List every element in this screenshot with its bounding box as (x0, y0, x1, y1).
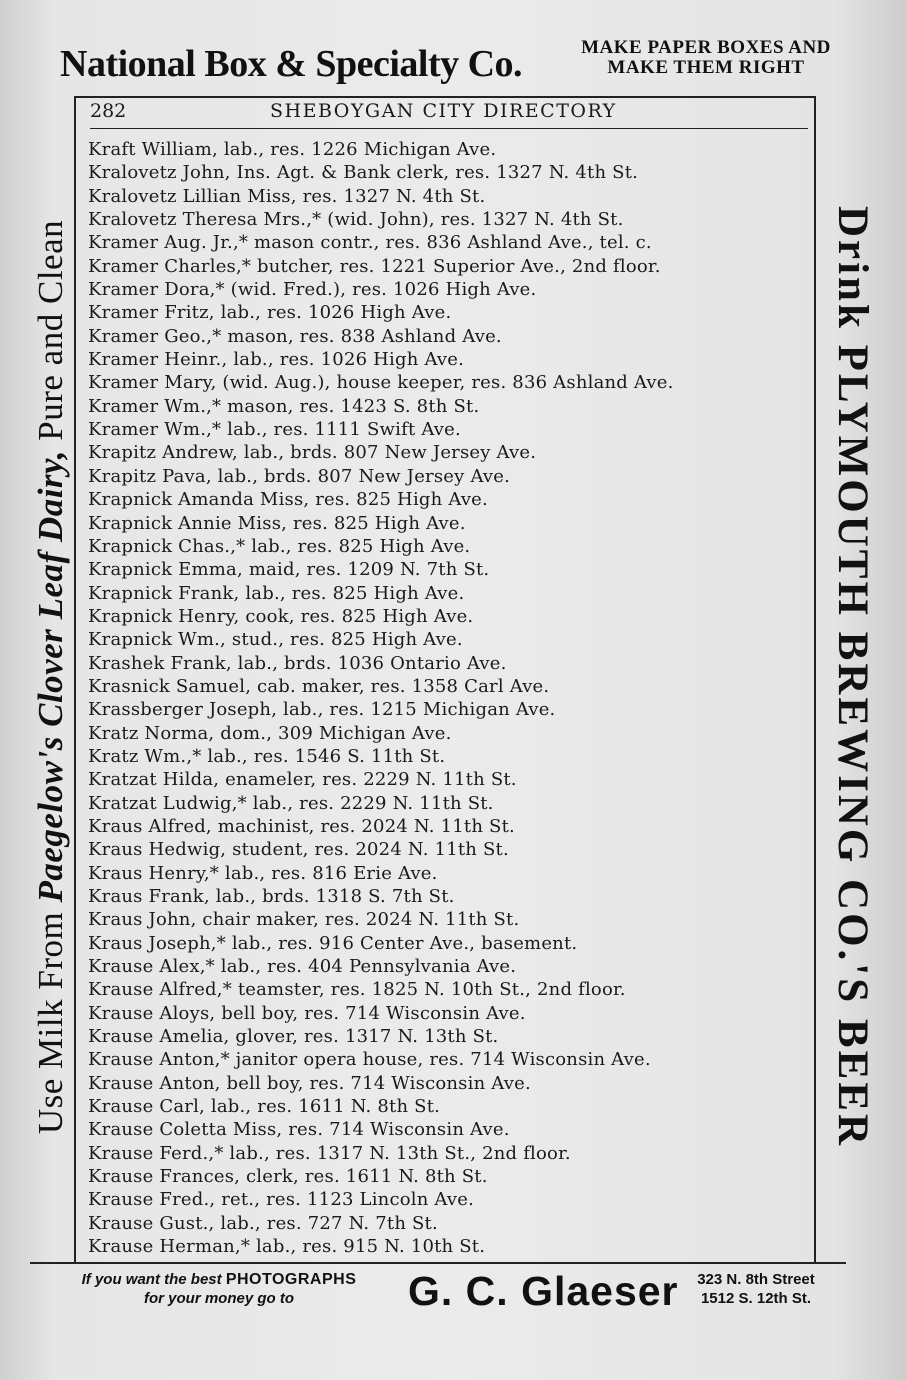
list-item: Kramer Charles,* butcher, res. 1221 Superior Ave., 2nd floor. (88, 255, 661, 277)
list-item: Krause Frances, clerk, res. 1611 N. 8th St. (88, 1166, 488, 1188)
list-item: Kratzat Hilda, enameler, res. 2229 N. 11th St. (88, 769, 517, 791)
list-item: Kramer Heinr., lab., res. 1026 High Ave. (88, 349, 465, 371)
list-item: Krause Ferd.,* lab., res. 1317 N. 13th St., 2nd floor. (88, 1142, 571, 1164)
list-item: Krapnick Emma, maid, res. 1209 N. 7th St. (88, 559, 490, 581)
list-item: Kralovetz Lillian Miss, res. 1327 N. 4th St. (88, 185, 486, 207)
list-item: Kraft William, lab., res. 1226 Michigan Ave. (88, 139, 497, 160)
list-item: Krapnick Frank, lab., res. 825 High Ave. (88, 582, 465, 604)
address-line-1: 323 N. 8th Street (697, 1271, 815, 1288)
list-item: Krause Carl, lab., res. 1611 N. 8th St. (88, 1096, 441, 1118)
list-item: Krause Alex,* lab., res. 404 Pennsylvania Ave. (88, 956, 517, 978)
list-item: Kraus Alfred, machinist, res. 2024 N. 11th St. (88, 815, 515, 837)
list-item: Kramer Dora,* (wid. Fred.), res. 1026 High Ave. (88, 279, 537, 301)
left-ad-dairy-name: Paegelow's Clover Leaf Dairy, (31, 449, 70, 903)
left-ad-part-1: Use Milk From (31, 902, 70, 1135)
top-border-rule (74, 96, 816, 98)
header-underline-rule (90, 128, 808, 129)
list-item: Krause Amelia, glover, res. 1317 N. 13th St. (88, 1026, 499, 1048)
photographer-addresses (666, 1270, 846, 1308)
list-item: Krause Anton, bell boy, res. 714 Wisconsin Ave. (88, 1072, 531, 1094)
left-ad-part-3: Pure and Clean (31, 219, 70, 450)
list-item: Krause Coletta Miss, res. 714 Wisconsin Ave. (88, 1119, 510, 1141)
list-item: Krapitz Pava, lab., brds. 807 New Jersey Ave. (88, 465, 511, 487)
tagline-line-2: for your money go to (144, 1290, 294, 1307)
list-item: Kramer Geo.,* mason, res. 838 Ashland Ave. (88, 325, 502, 347)
slogan-line-2: MAKE THEM RIGHT (607, 57, 805, 78)
photographer-name: G. C. Glaeser (408, 1268, 679, 1314)
list-item: Kramer Fritz, lab., res. 1026 High Ave. (88, 302, 452, 324)
list-item: Kraus Joseph,* lab., res. 916 Center Ave., basement. (88, 932, 578, 954)
list-item: Krapitz Andrew, lab., brds. 807 New Jersey Ave. (88, 442, 537, 464)
right-margin-advertisement: Drink PLYMOUTH BREWING CO.'S BEER (829, 205, 876, 1149)
list-item: Krapnick Amanda Miss, res. 825 High Ave. (88, 489, 488, 511)
list-item: Krause Gust., lab., res. 727 N. 7th St. (88, 1212, 438, 1234)
bottom-border-rule (30, 1262, 846, 1264)
advertiser-name: National Box & Specialty Co. (60, 43, 523, 85)
list-item: Krause Aloys, bell boy, res. 714 Wisconsin Ave. (88, 1002, 526, 1024)
page-number: 282 (90, 100, 127, 122)
directory-entries (88, 138, 816, 1259)
list-item: Kramer Wm.,* lab., res. 1111 Swift Ave. (88, 419, 461, 441)
list-item: Krapnick Henry, cook, res. 825 High Ave. (88, 605, 474, 627)
bottom-advertisement (0, 1266, 906, 1326)
list-item: Krashek Frank, lab., brds. 1036 Ontario Ave. (88, 652, 507, 674)
list-item: Kramer Aug. Jr.,* mason contr., res. 836 Ashland Ave., tel. c. (88, 232, 652, 254)
list-item: Kraus Frank, lab., brds. 1318 S. 7th St. (88, 886, 455, 907)
advertiser-slogan (548, 38, 864, 78)
list-item: Krause Fred., ret., res. 1123 Lincoln Ave. (88, 1189, 475, 1211)
tagline-part-1: If you want the best (81, 1271, 226, 1288)
list-item: Kralovetz Theresa Mrs.,* (wid. John), res. 1327 N. 4th St. (88, 209, 624, 231)
list-item: Kramer Wm.,* mason, res. 1423 S. 8th St. (88, 395, 480, 417)
top-advertisement (0, 30, 906, 100)
list-item: Kralovetz John, Ins. Agt. & Bank clerk, res. 1327 N. 4th St. (88, 162, 639, 184)
list-item: Kratzat Ludwig,* lab., res. 2229 N. 11th St. (88, 792, 494, 814)
left-margin-advertisement (28, 102, 74, 1252)
slogan-line-1: MAKE PAPER BOXES AND (581, 37, 831, 58)
list-item: Kraus Henry,* lab., res. 816 Erie Ave. (88, 862, 438, 884)
address-line-2: 1512 S. 12th St. (700, 1290, 812, 1307)
list-item: Krassberger Joseph, lab., res. 1215 Michigan Ave. (88, 699, 556, 721)
list-item: Krasnick Samuel, cab. maker, res. 1358 Carl Ave. (88, 675, 550, 697)
list-item: Krapnick Chas.,* lab., res. 825 High Ave. (88, 535, 471, 557)
tagline-photographs: PHOTOGRAPHS (225, 1271, 357, 1288)
page-header (90, 100, 808, 128)
list-item: Kraus John, chair maker, res. 2024 N. 11th St. (88, 909, 520, 931)
list-item: Krapnick Annie Miss, res. 825 High Ave. (88, 512, 466, 534)
list-item: Kramer Mary, (wid. Aug.), house keeper, res. 836 Ashland Ave. (88, 372, 674, 394)
list-item: Krause Herman,* lab., res. 915 N. 10th St. (88, 1236, 486, 1258)
list-item: Kratz Wm.,* lab., res. 1546 S. 11th St. (88, 745, 446, 767)
list-item: Kratz Norma, dom., 309 Michigan Ave. (88, 722, 452, 744)
list-item: Krapnick Wm., stud., res. 825 High Ave. (88, 629, 463, 651)
list-item: Kraus Hedwig, student, res. 2024 N. 11th St. (88, 839, 509, 861)
list-item: Krause Anton,* janitor opera house, res. 714 Wisconsin Ave. (88, 1049, 651, 1071)
left-border-rule (74, 96, 76, 1262)
page-title: SHEBOYGAN CITY DIRECTORY (270, 100, 617, 122)
photographer-tagline (38, 1270, 400, 1308)
list-item: Krause Alfred,* teamster, res. 1825 N. 10th St., 2nd floor. (88, 979, 626, 1001)
